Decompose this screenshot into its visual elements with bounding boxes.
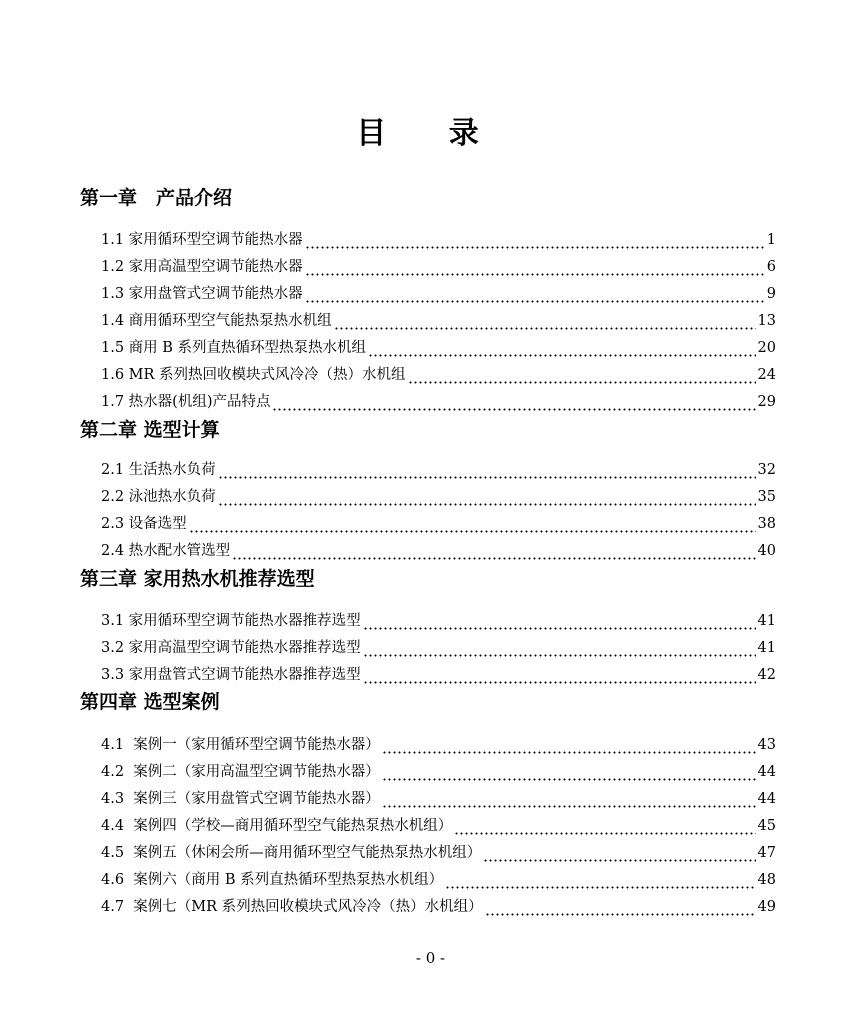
- toc-entry[interactable]: [101, 634, 776, 658]
- toc-entry-page: 41: [757, 640, 776, 656]
- toc-entry-page: 38: [757, 516, 776, 532]
- toc-entry-label: 4.6 案例六（商用 B 系列直热循环型热泵热水机组）: [101, 872, 444, 888]
- toc-entry-page: 40: [757, 543, 776, 559]
- toc-entry-label: 2.3 设备选型: [101, 516, 187, 532]
- dot-leader: [363, 611, 756, 631]
- dot-leader: [363, 665, 756, 685]
- dot-leader: [305, 257, 765, 277]
- toc-entry[interactable]: [101, 510, 776, 534]
- toc-entry[interactable]: [101, 280, 776, 304]
- chapter-heading: 第四章 选型案例: [80, 691, 220, 713]
- dot-leader: [232, 541, 755, 561]
- dot-leader: [408, 365, 756, 385]
- dot-leader: [334, 311, 756, 331]
- toc-entry-label: 1.1 家用循环型空调节能热水器: [101, 232, 303, 248]
- toc-entry[interactable]: [101, 307, 776, 331]
- toc-entry[interactable]: [101, 812, 776, 836]
- toc-entry-label: 2.4 热水配水管选型: [101, 543, 231, 559]
- toc-entry-page: 35: [757, 489, 776, 505]
- toc-entry[interactable]: [101, 839, 776, 863]
- toc-entry-page: 45: [757, 818, 776, 834]
- toc-entry-page: 29: [757, 394, 776, 410]
- toc-entry[interactable]: [101, 456, 776, 480]
- toc-entry[interactable]: [101, 893, 776, 917]
- toc-entry[interactable]: [101, 607, 776, 631]
- toc-entry-label: 4.3 案例三（家用盘管式空调节能热水器）: [101, 791, 380, 807]
- toc-entry-label: 4.5 案例五（休闲会所—商用循环型空气能热泵热水机组）: [101, 845, 482, 861]
- dot-leader: [305, 230, 765, 250]
- toc-entry-page: 47: [757, 845, 776, 861]
- dot-leader: [382, 762, 756, 782]
- toc-entry-label: 1.5 商用 B 系列直热循环型热泵热水机组: [101, 340, 367, 356]
- toc-entry-label: 2.1 生活热水负荷: [101, 462, 216, 478]
- toc-entry-label: 1.6 MR 系列热回收模块式风冷冷（热）水机组: [101, 367, 406, 383]
- toc-entry-label: 3.3 家用盘管式空调节能热水器推荐选型: [101, 667, 361, 683]
- toc-entry-page: 43: [757, 737, 776, 753]
- toc-entry[interactable]: [101, 661, 776, 685]
- toc-entry-page: 32: [757, 462, 776, 478]
- toc-entry[interactable]: [101, 785, 776, 809]
- toc-entry[interactable]: [101, 253, 776, 277]
- toc-entry-label: 4.1 案例一（家用循环型空调节能热水器）: [101, 737, 380, 753]
- dot-leader: [382, 789, 756, 809]
- toc-entry-page: 44: [757, 764, 776, 780]
- toc-entry-page: 49: [757, 899, 776, 915]
- toc-entry-label: 4.2 案例二（家用高温型空调节能热水器）: [101, 764, 380, 780]
- dot-leader: [368, 338, 756, 358]
- toc-entry[interactable]: [101, 388, 776, 412]
- chapter-heading: 第一章 产品介绍: [80, 187, 233, 209]
- toc-entry[interactable]: [101, 731, 776, 755]
- dot-leader: [218, 487, 756, 507]
- dot-leader: [483, 843, 755, 863]
- toc-entry-page: 42: [757, 667, 776, 683]
- toc-entry-label: 2.2 泳池热水负荷: [101, 489, 216, 505]
- dot-leader: [454, 816, 755, 836]
- toc-entry-page: 41: [757, 613, 776, 629]
- toc-entry-page: 24: [757, 367, 776, 383]
- dot-leader: [485, 897, 756, 917]
- toc-entry-page: 6: [766, 259, 776, 275]
- chapter-heading: 第三章 家用热水机推荐选型: [80, 568, 315, 590]
- toc-entry[interactable]: [101, 483, 776, 507]
- toc-entry-page: 1: [766, 232, 776, 248]
- toc-entry-page: 48: [757, 872, 776, 888]
- toc-entry[interactable]: [101, 537, 776, 561]
- chapter-heading: 第二章 选型计算: [80, 419, 220, 441]
- toc-entry[interactable]: [101, 758, 776, 782]
- toc-entry-label: 3.1 家用循环型空调节能热水器推荐选型: [101, 613, 361, 629]
- dot-leader: [382, 735, 756, 755]
- toc-entry-page: 13: [757, 313, 776, 329]
- toc-entry-label: 4.7 案例七（MR 系列热回收模块式风冷冷（热）水机组）: [101, 899, 483, 915]
- toc-entry[interactable]: [101, 866, 776, 890]
- toc-entry-label: 4.4 案例四（学校—商用循环型空气能热泵热水机组）: [101, 818, 453, 834]
- toc-entry-page: 44: [757, 791, 776, 807]
- page-title: 目 录: [356, 116, 505, 151]
- dot-leader: [218, 460, 756, 480]
- toc-entry[interactable]: [101, 334, 776, 358]
- toc-entry-label: 1.4 商用循环型空气能热泵热水机组: [101, 313, 332, 329]
- toc-entry-label: 1.7 热水器(机组)产品特点: [101, 394, 271, 410]
- dot-leader: [189, 514, 756, 534]
- dot-leader: [305, 284, 765, 304]
- toc-entry[interactable]: [101, 226, 776, 250]
- dot-leader: [445, 870, 755, 890]
- page-number-footer: - 0 -: [415, 949, 446, 967]
- dot-leader: [272, 392, 755, 412]
- toc-entry-page: 9: [766, 286, 776, 302]
- toc-entry-label: 1.3 家用盘管式空调节能热水器: [101, 286, 303, 302]
- toc-entry-label: 1.2 家用高温型空调节能热水器: [101, 259, 303, 275]
- toc-entry-page: 20: [757, 340, 776, 356]
- dot-leader: [363, 638, 756, 658]
- toc-entry[interactable]: [101, 361, 776, 385]
- toc-entry-label: 3.2 家用高温型空调节能热水器推荐选型: [101, 640, 361, 656]
